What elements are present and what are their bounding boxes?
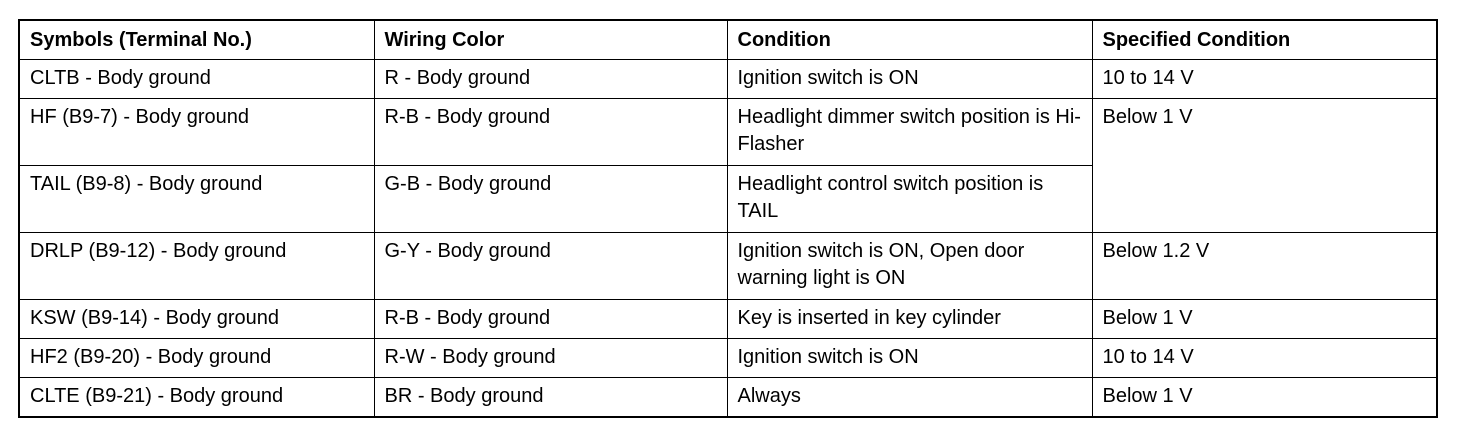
cell-specified-condition: 10 to 14 V: [1092, 60, 1437, 99]
table-header-row: [19, 20, 1437, 60]
cell-condition: Headlight control switch position is TAIL: [727, 166, 1092, 233]
cell-symbol: CLTB - Body ground: [19, 60, 374, 99]
cell-wiring-color: R-B - Body ground: [374, 99, 727, 166]
cell-condition: Ignition switch is ON, Open door warning light is ON: [727, 233, 1092, 300]
table-row: [19, 339, 1437, 378]
cell-specified-condition: Below 1 V: [1092, 300, 1437, 339]
table-row: [19, 99, 1437, 166]
cell-specified-condition: 10 to 14 V: [1092, 339, 1437, 378]
cell-symbol: HF2 (B9-20) - Body ground: [19, 339, 374, 378]
cell-wiring-color: G-B - Body ground: [374, 166, 727, 233]
cell-symbol: KSW (B9-14) - Body ground: [19, 300, 374, 339]
cell-condition: Headlight dimmer switch position is Hi-Flasher: [727, 99, 1092, 166]
cell-wiring-color: BR - Body ground: [374, 378, 727, 418]
cell-condition: Ignition switch is ON: [727, 60, 1092, 99]
cell-wiring-color: R-B - Body ground: [374, 300, 727, 339]
table-row: [19, 300, 1437, 339]
cell-symbol: CLTE (B9-21) - Body ground: [19, 378, 374, 418]
header-wiring-color: Wiring Color: [374, 20, 727, 60]
table-row: [19, 60, 1437, 99]
cell-symbol: HF (B9-7) - Body ground: [19, 99, 374, 166]
header-condition: Condition: [727, 20, 1092, 60]
terminal-spec-table: [18, 19, 1438, 418]
cell-condition: Always: [727, 378, 1092, 418]
cell-wiring-color: R-W - Body ground: [374, 339, 727, 378]
table-row: [19, 233, 1437, 300]
table-row: [19, 378, 1437, 418]
header-symbols: Symbols (Terminal No.): [19, 20, 374, 60]
cell-specified-condition: Below 1 V: [1092, 99, 1437, 233]
header-specified-condition: Specified Condition: [1092, 20, 1437, 60]
cell-specified-condition: Below 1.2 V: [1092, 233, 1437, 300]
cell-specified-condition: Below 1 V: [1092, 378, 1437, 418]
cell-wiring-color: R - Body ground: [374, 60, 727, 99]
cell-condition: Key is inserted in key cylinder: [727, 300, 1092, 339]
cell-symbol: TAIL (B9-8) - Body ground: [19, 166, 374, 233]
cell-wiring-color: G-Y - Body ground: [374, 233, 727, 300]
cell-symbol: DRLP (B9-12) - Body ground: [19, 233, 374, 300]
cell-condition: Ignition switch is ON: [727, 339, 1092, 378]
